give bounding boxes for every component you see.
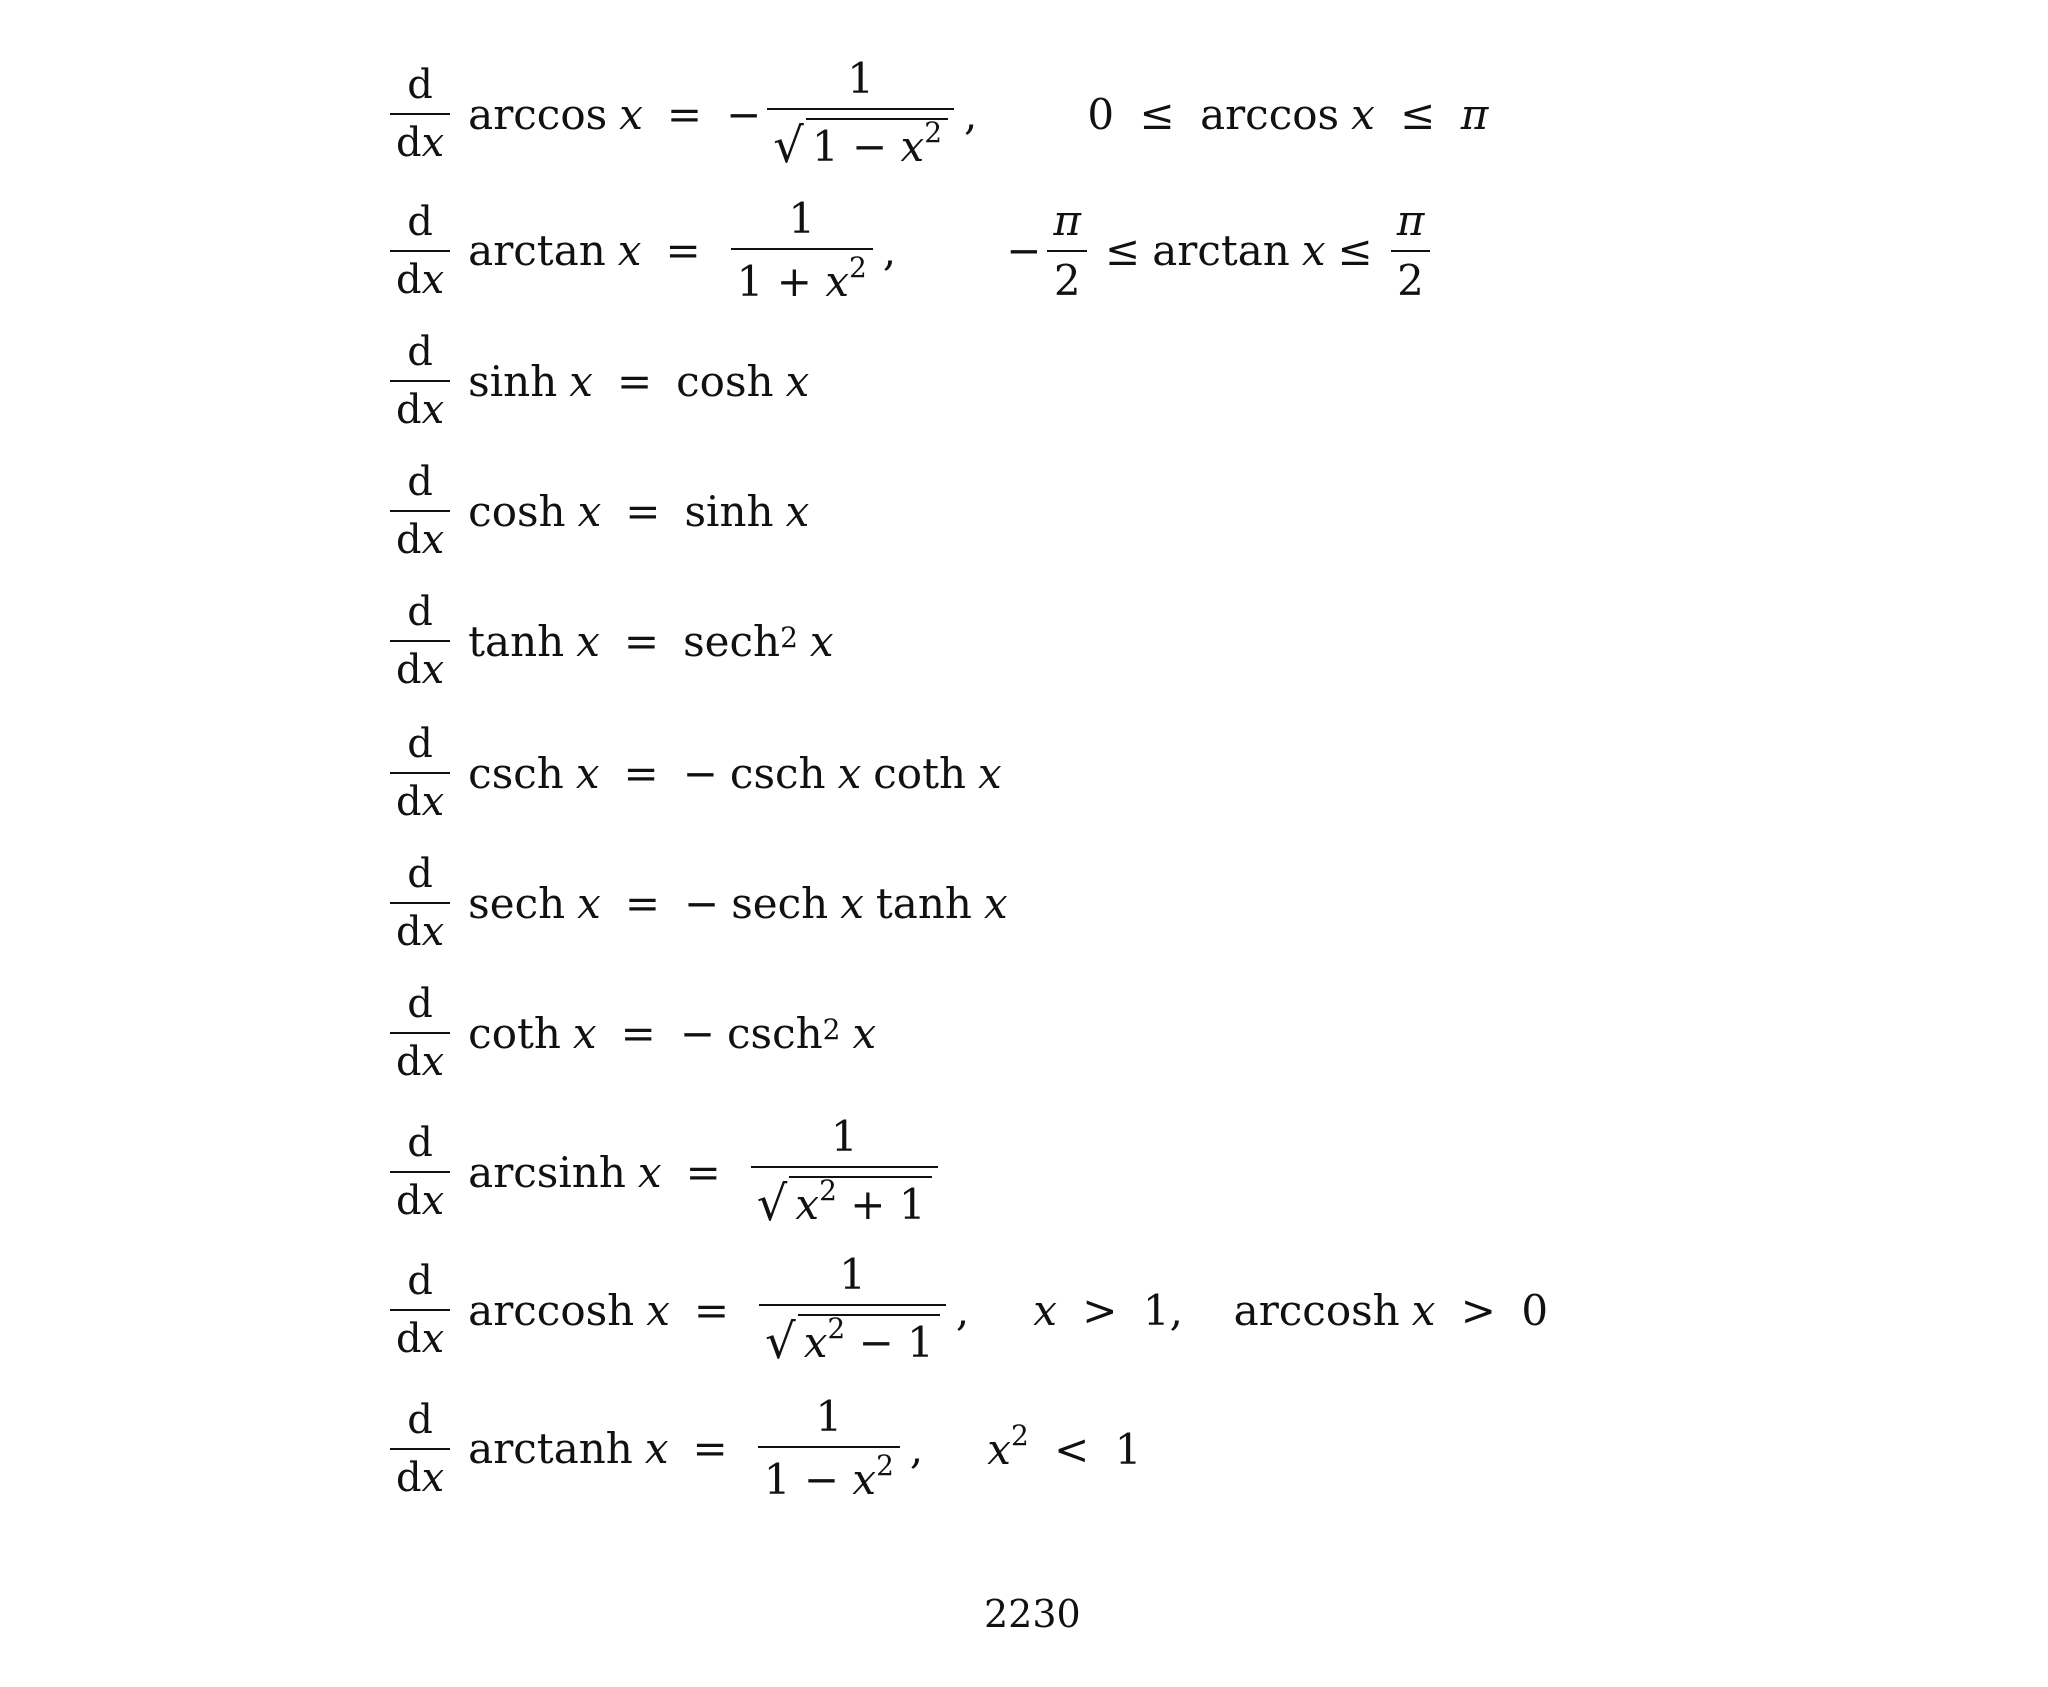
condition: − $\frac{\pi}{2}$ ≤ arctan x ≤ $\frac{\pi}{2}$ <box>1006 200 1436 302</box>
equation-tanh: $\frac{d}{dx}$ tanh x = sech 2 x <box>384 592 834 690</box>
result-function: sech <box>683 616 781 666</box>
function-name: arcsinh <box>468 1147 626 1197</box>
function-name: tanh <box>468 616 565 666</box>
function-name: arccos <box>468 89 608 139</box>
derivative-operator: $\frac{d}{dx}$ <box>390 202 450 300</box>
square-root: √ $1 - x^2$ <box>773 118 948 170</box>
function-name: coth <box>468 1008 561 1058</box>
function-name: sinh <box>468 356 558 406</box>
equation-arcsinh: $\frac{d}{dx}$ arcsinh x = 1 √ $x^2 + 1$ <box>384 1116 944 1228</box>
minus-sign: − <box>726 89 762 139</box>
equals-sign: = <box>666 89 703 139</box>
condition: 0 ≤ arccos x ≤ π <box>1087 89 1489 139</box>
result-fraction: $\frac{1}{1 - x^2}$ <box>758 1396 900 1501</box>
equation-csch: $\frac{d}{dx}$ csch x = − csch x coth x <box>384 724 1002 822</box>
d-numerator: d <box>407 62 433 109</box>
function-name: arctanh <box>468 1424 633 1473</box>
derivative-operator: $\frac{d}{dx}$ <box>390 854 450 952</box>
page-number: 2230 <box>984 1592 1081 1636</box>
dx-denominator: dx <box>396 120 445 167</box>
equation-sech: $\frac{d}{dx}$ sech x = − sech x tanh x <box>384 854 1008 952</box>
result-fraction: 1 √ $1 - x^2$ <box>767 58 954 170</box>
equation-arctanh: $\frac{d}{dx}$ arctanh x = $\frac{1}{1 - x^2}$ , $x^2 < 1$ <box>384 1396 1141 1501</box>
equation-coth: $\frac{d}{dx}$ coth x = − csch 2 x <box>384 984 876 1082</box>
equation-arccosh: $\frac{d}{dx}$ arccosh x = 1 √ $x^2 - 1$ , x > 1, arccosh x > 0 <box>384 1254 1548 1366</box>
derivative-operator: $\frac{d}{dx}$ <box>390 1123 450 1221</box>
derivative-operator: $\frac{d}{dx}$ <box>390 462 450 560</box>
derivative-operator: $\frac{d}{dx}$ <box>390 332 450 430</box>
variable: x <box>619 89 643 139</box>
equation-sinh: $\frac{d}{dx}$ sinh x = cosh x <box>384 332 809 430</box>
derivative-operator <box>390 62 450 167</box>
square-root: √ $x^2 + 1$ <box>757 1176 932 1228</box>
result-fraction: 1 √ $x^2 + 1$ <box>751 1116 938 1228</box>
derivative-operator: $\frac{d}{dx}$ <box>390 984 450 1082</box>
result-fraction: $\frac{1}{1 + x^2}$ <box>731 198 873 303</box>
function-name: arctan <box>468 226 606 275</box>
equation-arctan: $\frac{d}{dx}$ arctan x = $\frac{1}{1 + x^2}$ , − $\frac{\pi}{2}$ ≤ arctan x ≤ $\frac{\pi}{2}$ <box>384 198 1436 303</box>
equation-cosh: $\frac{d}{dx}$ cosh x = sinh x <box>384 462 809 560</box>
function-name: sech <box>468 878 566 928</box>
condition: $x^2 < 1$ <box>987 1419 1142 1474</box>
condition: x > 1, arccosh x > 0 <box>1033 1285 1549 1335</box>
derivative-operator: $\frac{d}{dx}$ <box>390 592 450 690</box>
square-root: √ $x^2 - 1$ <box>765 1314 940 1366</box>
derivative-operator: $\frac{d}{dx}$ <box>390 724 450 822</box>
derivative-operator: $\frac{d}{dx}$ <box>390 1400 450 1498</box>
result-function: sinh <box>684 486 774 536</box>
function-name: cosh <box>468 486 566 536</box>
equation-arccos: $\frac{d}{dx}$ arccos x = − 1 √ $1 - x^2$ , 0 ≤ arccos x ≤ π <box>384 58 1488 170</box>
result-fraction: 1 √ $x^2 - 1$ <box>759 1254 946 1366</box>
function-name: csch <box>468 748 564 798</box>
derivative-operator: $\frac{d}{dx}$ <box>390 1261 450 1359</box>
result-function: cosh <box>676 356 774 406</box>
function-name: arccosh <box>468 1285 635 1335</box>
